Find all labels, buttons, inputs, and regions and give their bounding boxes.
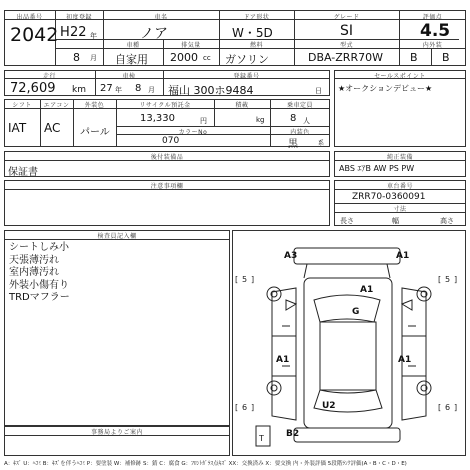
intcolor-label: 内装色 <box>290 129 310 136</box>
exterior-color: パール <box>80 127 110 138</box>
insp-year: 27 <box>100 83 113 94</box>
mark-a3: A3 <box>284 251 298 261</box>
score: 4.5 <box>420 21 451 41</box>
svg-text:]: ] <box>251 403 255 412</box>
svg-text:]: ] <box>454 275 458 284</box>
capacity: 8 <box>290 113 297 124</box>
grade-label: グレード <box>333 14 360 21</box>
load-label: 積載 <box>235 102 249 109</box>
ac-label: エアコン <box>43 102 70 109</box>
reg-month: 8 <box>73 51 80 64</box>
intcolor-unit: 系 <box>318 140 325 147</box>
fuel: ガソリン <box>225 53 269 66</box>
office-notes-label: 事務局よりご案内 <box>90 429 143 436</box>
svg-text:[: [ <box>235 403 239 412</box>
mileage-label: 走行 <box>42 73 56 80</box>
inspection-note: 外装小傷有り <box>9 279 69 291</box>
plate-label: 登録番号 <box>233 73 260 80</box>
frame-number: ZRR70-0360091 <box>352 192 426 202</box>
insp-year-unit: 年 <box>115 86 122 94</box>
width-label: 幅 <box>392 217 399 225</box>
bracket-6-left: 6 <box>242 403 248 412</box>
svg-text:[: [ <box>438 403 442 412</box>
ext-grade: B <box>442 51 450 64</box>
bracket-5-left: 5 <box>242 275 248 284</box>
colorno-label: カラーNo <box>178 129 208 136</box>
bracket-t: T <box>259 434 264 443</box>
ac: AC <box>44 121 61 135</box>
recycle-fee: 13,330 <box>140 113 175 124</box>
capacity-label: 乗車定員 <box>286 102 313 109</box>
model-label: 型式 <box>339 42 353 49</box>
inspection-note: 天張薄汚れ <box>9 254 59 266</box>
model: DBA-ZRR70W <box>308 51 383 64</box>
disp-label: 排気量 <box>181 42 201 49</box>
load-unit: kg <box>256 116 265 124</box>
mileage: 72,609 <box>10 81 56 96</box>
bracket-front-left: [ <box>235 275 239 284</box>
svg-text:]: ] <box>454 403 458 412</box>
inspection-note: シートしみ小 <box>9 242 69 253</box>
displacement: 2000 <box>170 51 198 64</box>
mileage-unit: km <box>72 85 86 95</box>
color-number: 070 <box>162 136 180 146</box>
int-ext-label: 内外装 <box>422 42 443 49</box>
bracket-5-right: 5 <box>445 275 451 284</box>
mark-g: G <box>352 307 360 317</box>
later-equipment: 保証書 <box>8 167 38 178</box>
day-unit: 日 <box>315 87 322 95</box>
reg-year-unit: 年 <box>90 32 97 40</box>
reg-label: 初度登録 <box>65 14 92 21</box>
shift-label: シフト <box>12 102 32 109</box>
shift: IAT <box>8 121 27 135</box>
sales-points-label: セールスポイント <box>374 73 426 80</box>
recycle-unit: 円 <box>200 117 207 125</box>
lot-number: 2042 <box>10 24 59 46</box>
car-name-label: 車名 <box>154 14 168 21</box>
later-equipment-label: 後付装備品 <box>150 154 184 161</box>
svg-text:[: [ <box>438 275 442 284</box>
sales-points-block <box>334 70 466 147</box>
car-diagram <box>232 230 466 456</box>
int-grade: B <box>410 51 418 64</box>
reg-era: H <box>60 25 70 40</box>
mark-a1-front: A1 <box>396 251 410 261</box>
doors-label: ドア形状 <box>243 14 270 21</box>
notes-label: 注意事項欄 <box>150 183 184 190</box>
mark-a1-hood: A1 <box>360 285 374 295</box>
interior-color: 黒 <box>288 139 298 150</box>
insp-month-unit: 月 <box>148 86 155 94</box>
fuel-label: 燃料 <box>249 42 263 49</box>
type: 自家用 <box>115 53 148 66</box>
inspection-notes <box>9 242 70 305</box>
std-equipment: ABS ｴｱB AW PS PW <box>339 164 415 173</box>
inspection-label: 検査員記入欄 <box>97 233 137 240</box>
capacity-unit: 人 <box>303 117 310 125</box>
car-name: ノア <box>140 26 168 42</box>
disp-unit: cc <box>203 54 211 62</box>
color-label: 外装色 <box>84 102 105 109</box>
mark-a1-left: A1 <box>276 355 290 365</box>
score-label: 評価点 <box>422 14 443 21</box>
grade: SI <box>340 23 354 39</box>
height-label: 高さ <box>440 217 454 225</box>
frame-label: 車台番号 <box>386 183 413 190</box>
lot-label: 出品番号 <box>16 14 43 21</box>
size-label: 寸法 <box>393 206 407 213</box>
svg-text:]: ] <box>251 275 255 284</box>
mark-a1-right: A1 <box>398 355 412 365</box>
std-equipment-label: 純正装備 <box>386 154 413 161</box>
bracket-6-right: 6 <box>445 403 451 412</box>
legend: A：ｷｽﾞ U：ﾍｺﾐ B：ｷｽﾞを伴うﾍｺﾐ P：要塗装 W：補修跡 S：錆 C：腐食 G：ﾌﾛﾝﾄｶﾞﾗｽ点ｷｽﾞ XX：交換済み X：要交換 内・外装評価 5段階ﾗﾝｸ評価(A・B・C・D・E) <box>4 461 407 467</box>
type-label: 車種 <box>126 42 140 49</box>
inspection-label: 車検 <box>122 73 136 80</box>
mark-b2: B2 <box>286 429 300 439</box>
reg-month-unit: 月 <box>90 54 97 62</box>
mark-u2: U2 <box>322 401 336 411</box>
length-label: 長さ <box>340 217 354 225</box>
insp-month: 8 <box>135 83 142 94</box>
doors: W・5D <box>232 26 273 40</box>
inspection-note: 室内薄汚れ <box>9 267 59 278</box>
recycle-label: リサイクル預託金 <box>139 102 191 109</box>
sales-points: ★オークションデビュー★ <box>338 84 433 93</box>
inspection-note: TRDマフラー <box>9 292 70 303</box>
reg-year: 22 <box>70 25 87 40</box>
plate: 福山 300ホ9484 <box>168 84 254 97</box>
